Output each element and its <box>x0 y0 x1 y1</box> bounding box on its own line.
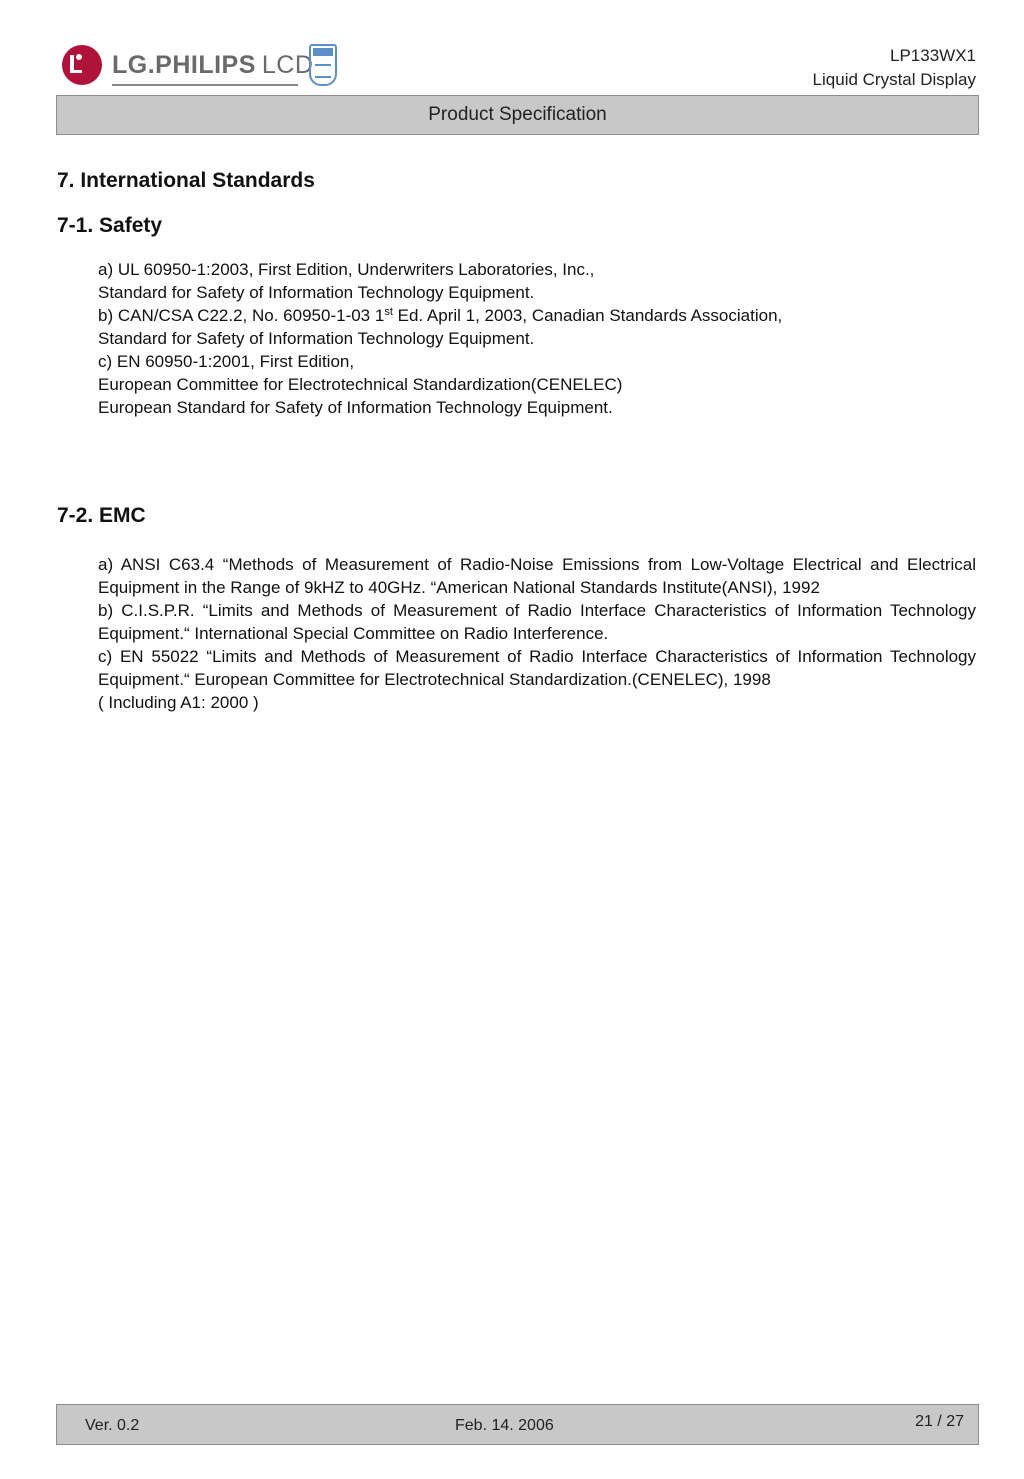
version-label: Ver. 0.2 <box>85 1417 140 1434</box>
document-id <box>813 44 976 92</box>
list-item: European Committee for Electrotechnical Standardization(CENELEC) <box>98 375 623 394</box>
list-item: Standard for Safety of Information Technology Equipment. <box>98 283 535 302</box>
list-item: a) ANSI C63.4 “Methods of Measurement of Radio-Noise Emissions from Low-Voltage Electrical and Electrical Equipment in the Range of 9kHZ to 40GHz. “American National Standards Institute(ANSI), 1992 <box>98 555 976 597</box>
date-label: Feb. 14. 2006 <box>455 1417 554 1434</box>
superscript: st <box>384 306 393 318</box>
header-bar <box>56 95 979 135</box>
list-item: a) UL 60950-1:2003, First Edition, Underwriters Laboratories, Inc., <box>98 260 595 279</box>
list-item: European Standard for Safety of Information Technology Equipment. <box>98 398 613 417</box>
list-item: c) EN 55022 “Limits and Methods of Measurement of Radio Interface Characteristics of Information Technology Equipment.“ European Committee for Electrotechnical Standardization.(CENELEC), 1998 <box>98 647 976 689</box>
list-item: c) EN 60950-1:2001, First Edition, <box>98 352 355 371</box>
header-bar-title: Product Specification <box>428 104 607 125</box>
safety-list <box>98 258 976 419</box>
list-item: ( Including A1: 2000 ) <box>98 693 259 712</box>
lg-face-icon <box>62 45 102 85</box>
model-number: LP133WX1 <box>890 46 976 65</box>
safety-heading: 7-1. Safety <box>57 214 163 237</box>
philips-shield-icon <box>309 44 337 86</box>
emc-heading: 7-2. EMC <box>57 504 146 527</box>
product-type: Liquid Crystal Display <box>812 70 976 89</box>
page-number: 21 / 27 <box>915 1413 964 1430</box>
footer-bar <box>56 1404 979 1445</box>
list-item: b) C.I.S.P.R. “Limits and Methods of Measurement of Radio Interface Characteristics of Information Technology Equipment.“ International Special Committee on Radio Interference. <box>98 601 976 643</box>
logo-underline <box>112 84 298 86</box>
logo-wordmark: LG.PHILIPS LCD <box>112 50 314 79</box>
section-title: 7. International Standards <box>57 169 315 192</box>
lg-philips-logo <box>62 42 313 88</box>
list-item: b) CAN/CSA C22.2, No. 60950-1-03 1st Ed. April 1, 2003, Canadian Standards Association, <box>98 306 783 325</box>
list-item: Standard for Safety of Information Technology Equipment. <box>98 329 535 348</box>
emc-list <box>98 553 976 714</box>
